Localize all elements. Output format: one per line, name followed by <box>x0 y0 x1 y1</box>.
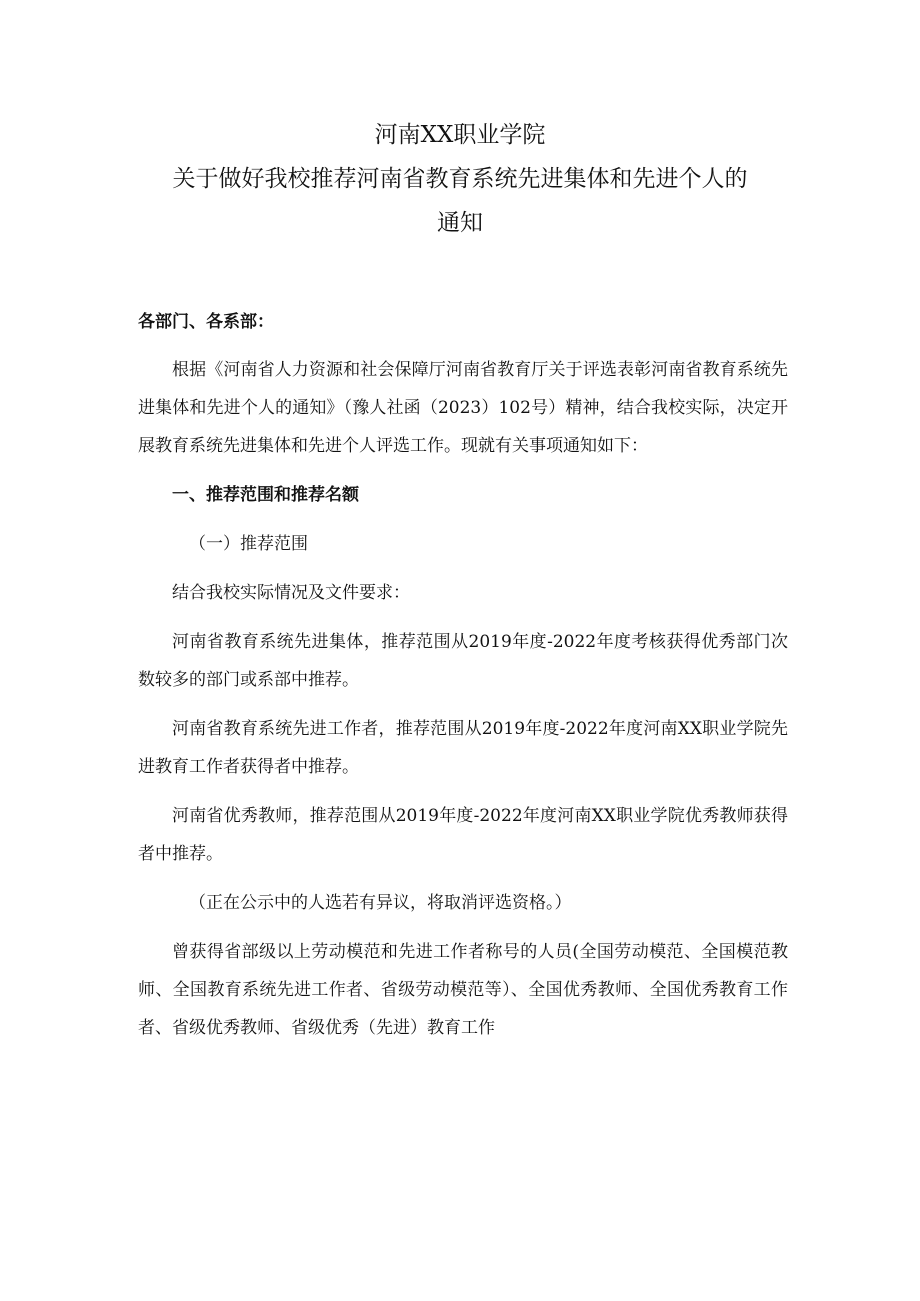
document-title <box>120 113 800 245</box>
worker-scope-paragraph: 河南省教育系统先进工作者，推荐范围从2019年度-2022年度河南XX职业学院先进教育工作者获得者中推荐。 <box>138 719 788 777</box>
teacher-scope-paragraph: 河南省优秀教师，推荐范围从2019年度-2022年度河南XX职业学院优秀教师获得者中推荐。 <box>138 806 788 864</box>
title-line-subject: 关于做好我校推荐河南省教育系统先进集体和先进个人的 <box>172 166 748 192</box>
honor-paragraph: 曾获得省部级以上劳动模范和先进工作者称号的人员(全国劳动模范、全国模范教师、全国教育系统先进工作者、省级劳动模范等）、全国优秀教师、全国优秀教育工作者、省级优秀教师、省级优秀（先进）教育工作 <box>138 942 788 1038</box>
salutation: 各部门、各系部： <box>138 312 274 332</box>
title-line-institution: 河南XX职业学院 <box>374 122 546 148</box>
title-line-notice: 通知 <box>437 210 483 236</box>
requirement-intro: 结合我校实际情况及文件要求： <box>172 583 410 603</box>
notice-note: （正在公示中的人选若有异议，将取消评选资格。） <box>189 893 572 913</box>
section-heading-recommendation-scope: 一、推荐范围和推荐名额 <box>172 485 359 505</box>
intro-paragraph: 根据《河南省人力资源和社会保障厅河南省教育厅关于评选表彰河南省教育系统先进集体和先进个人的通知》（豫人社函（2023）102号）精神，结合我校实际，决定开展教育系统先进集体和先进个人评选工作。现就有关事项通知如下： <box>138 360 788 456</box>
document-body <box>138 303 788 1047</box>
subsection-heading-scope: （一）推荐范围 <box>189 534 308 554</box>
collective-scope-paragraph: 河南省教育系统先进集体，推荐范围从2019年度-2022年度考核获得优秀部门次数较多的部门或系部中推荐。 <box>138 632 788 690</box>
